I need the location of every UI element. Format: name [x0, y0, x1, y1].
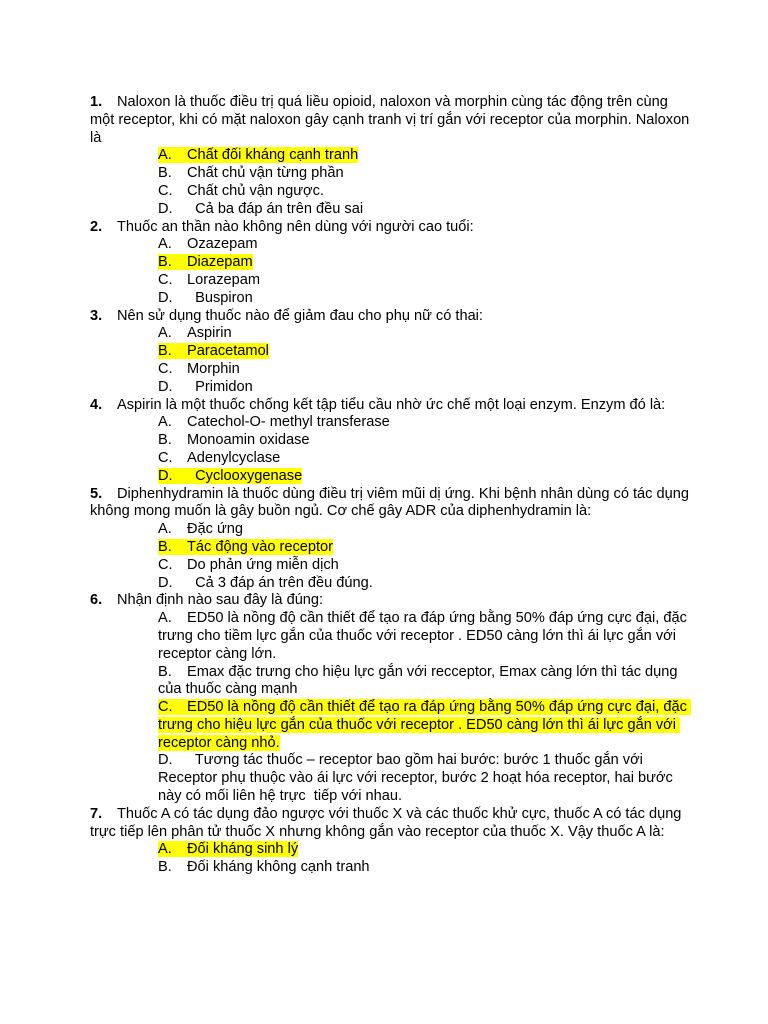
answer-label: A.: [158, 841, 172, 858]
answer-option-a: [90, 610, 690, 663]
answer-body: [158, 521, 243, 537]
answer-option-c: [90, 183, 690, 201]
answer-label: A.: [158, 610, 172, 627]
question-number: 2.: [90, 218, 103, 235]
answer-text: Đối kháng không cạnh tranh: [187, 859, 370, 876]
answer-label: B.: [158, 432, 172, 449]
correct-answer-highlight: [158, 468, 302, 484]
question-list: [90, 94, 690, 877]
answer-label: D.: [158, 574, 173, 591]
correct-answer-highlight: [158, 147, 358, 163]
answer-label: D.: [158, 467, 173, 484]
answer-option-a: [90, 841, 690, 859]
answer-option-d: [90, 290, 690, 308]
answer-label: B.: [158, 254, 172, 271]
answer-label: A.: [158, 521, 172, 538]
question-number: 5.: [90, 485, 103, 502]
answer-option-b: [90, 165, 690, 183]
answer-option-d: [90, 468, 690, 486]
answer-body: [158, 361, 240, 377]
answer-body: [158, 575, 373, 591]
answer-body: [158, 752, 677, 804]
answer-text: Aspirin: [187, 325, 232, 342]
question-text: Thuốc A có tác dụng đảo ngược với thuốc X và các thuốc khử cực, thuốc A có tác dụng trực tiếp lên phân tử thuốc X nhưng không gắn vào receptor của thuốc X. Vậy thuốc A là:: [90, 805, 682, 840]
answer-body: [158, 450, 280, 466]
question-3: [90, 308, 690, 326]
correct-answer-highlight: [158, 343, 269, 359]
answer-body: [158, 272, 260, 288]
answer-text: Cả ba đáp án trên đều sai: [187, 200, 364, 217]
answer-label: C.: [158, 360, 173, 377]
answer-option-c: [90, 699, 690, 752]
answer-body: [158, 432, 310, 448]
answer-option-a: [90, 414, 690, 432]
question-2: [90, 219, 690, 237]
answer-text: Paracetamol: [187, 343, 269, 360]
answer-label: C.: [158, 556, 173, 573]
answer-option-d: [90, 575, 690, 593]
answer-option-b: [90, 254, 690, 272]
question-number: 1.: [90, 94, 103, 110]
answer-body: [158, 414, 390, 430]
answer-option-b: [90, 664, 690, 700]
answer-text: Cyclooxygenase: [187, 467, 303, 484]
answer-option-d: [90, 201, 690, 219]
question-text: Aspirin là một thuốc chống kết tập tiểu cầu nhờ ức chế một loại enzym. Enzym đó là:: [117, 396, 666, 413]
question-text: Thuốc an thần nào không nên dùng với người cao tuổi:: [117, 218, 474, 235]
answer-text: Chất chủ vận ngược.: [187, 182, 324, 199]
answer-text: ED50 là nồng độ cần thiết để tạo ra đáp ứng bằng 50% đáp ứng cực đại, đặc trưng cho hiệu lực gắn của thuốc với receptor . ED50 càng lớn thì ái lực gắn với receptor càng nhỏ.: [158, 699, 691, 751]
answer-option-a: [90, 521, 690, 539]
answer-body: [158, 201, 363, 217]
answer-body: [158, 859, 370, 875]
question-text: Nhận định nào sau đây là đúng:: [117, 592, 324, 609]
answer-text: Chất đối kháng cạnh tranh: [187, 147, 359, 164]
answer-label: C.: [158, 182, 173, 199]
question-number: 4.: [90, 396, 103, 413]
answer-label: A.: [158, 147, 172, 164]
answer-option-c: [90, 272, 690, 290]
answer-label: D.: [158, 378, 173, 395]
answer-option-d: [90, 379, 690, 397]
answer-text: Đặc ứng: [187, 521, 244, 538]
answer-label: C.: [158, 271, 173, 288]
answer-text: Cả 3 đáp án trên đều đúng.: [187, 574, 373, 591]
answer-body: [158, 610, 691, 662]
answer-body: [158, 183, 324, 199]
answer-body: [158, 664, 682, 698]
answer-label: D.: [158, 200, 173, 217]
question-number: 6.: [90, 592, 103, 609]
answer-text: Buspiron: [187, 289, 253, 306]
question-number: 7.: [90, 805, 103, 822]
answer-label: B.: [158, 663, 172, 680]
answer-option-b: [90, 432, 690, 450]
answer-text: Primidon: [187, 378, 253, 395]
answer-body: [158, 236, 258, 252]
answer-label: A.: [158, 325, 172, 342]
question-4: [90, 397, 690, 415]
answer-text: Lorazepam: [187, 271, 261, 288]
answer-option-c: [90, 450, 690, 468]
answer-option-c: [90, 361, 690, 379]
answer-label: D.: [158, 289, 173, 306]
answer-text: Emax đặc trưng cho hiệu lực gắn với recceptor, Emax càng lớn thì tác dụng của thuốc càng mạnh: [158, 663, 682, 698]
answer-label: C.: [158, 449, 173, 466]
question-6: [90, 592, 690, 610]
answer-label: C.: [158, 699, 173, 716]
answer-label: D.: [158, 752, 173, 769]
question-number: 3.: [90, 307, 103, 324]
answer-label: A.: [158, 236, 172, 253]
answer-label: B.: [158, 165, 172, 182]
correct-answer-highlight: [158, 539, 333, 555]
answer-option-b: [90, 539, 690, 557]
answer-body: [158, 379, 253, 395]
answer-text: Tác động vào receptor: [187, 538, 334, 555]
correct-answer-highlight: [158, 699, 691, 751]
answer-text: Đối kháng sinh lý: [187, 841, 299, 858]
question-text: Diphenhydramin là thuốc dùng điều trị viêm mũi dị ứng. Khi bệnh nhân dùng có tác dụng không mong muốn là gây buồn ngủ. Cơ chế gây ADR của diphenhydramin là:: [90, 485, 689, 520]
question-text: Naloxon là thuốc điều trị quá liều opioid, naloxon và morphin cùng tác động trên cùng một receptor, khi có mặt naloxon gây cạnh tranh vị trí gắn với receptor của morphin. Naloxon là: [90, 94, 690, 146]
question-1: [90, 94, 690, 147]
answer-body: [158, 325, 232, 341]
correct-answer-highlight: [158, 254, 253, 270]
answer-text: Morphin: [187, 360, 240, 377]
answer-text: Chất chủ vận từng phần: [187, 165, 344, 182]
answer-option-d: [90, 752, 690, 805]
correct-answer-highlight: [158, 841, 298, 857]
answer-label: B.: [158, 538, 172, 555]
answer-label: B.: [158, 343, 172, 360]
answer-body: [158, 290, 253, 306]
answer-option-b: [90, 343, 690, 361]
answer-option-a: [90, 147, 690, 165]
question-5: [90, 486, 690, 522]
answer-text: ED50 là nồng độ cần thiết để tạo ra đáp ứng bằng 50% đáp ứng cực đại, đặc trưng cho tiềm lực gắn của thuốc với receptor . ED50 càng lớn thì ái lực gắn với receptor càng lớn.: [158, 610, 691, 662]
answer-text: Ozazepam: [187, 236, 258, 253]
answer-option-a: [90, 236, 690, 254]
answer-text: Adenylcyclase: [187, 449, 281, 466]
answer-text: Diazepam: [187, 254, 253, 271]
answer-text: Catechol-O- methyl transferase: [187, 414, 390, 431]
answer-option-a: [90, 325, 690, 343]
answer-label: B.: [158, 859, 172, 876]
answer-text: Monoamin oxidase: [187, 432, 310, 449]
answer-body: [158, 165, 344, 181]
answer-option-b: [90, 859, 690, 877]
answer-body: [158, 557, 339, 573]
answer-text: Do phản ứng miễn dịch: [187, 556, 339, 573]
answer-option-c: [90, 557, 690, 575]
question-7: [90, 806, 690, 842]
question-text: Nên sử dụng thuốc nào để giảm đau cho phụ nữ có thai:: [117, 307, 483, 324]
answer-text: Tương tác thuốc – receptor bao gồm hai bước: bước 1 thuốc gắn với Receptor phụ thuộc vào ái lực với receptor, bước 2 hoạt hóa receptor, hai bước này có mối liên hệ trực tiếp với nhau.: [158, 752, 677, 805]
answer-label: A.: [158, 414, 172, 431]
